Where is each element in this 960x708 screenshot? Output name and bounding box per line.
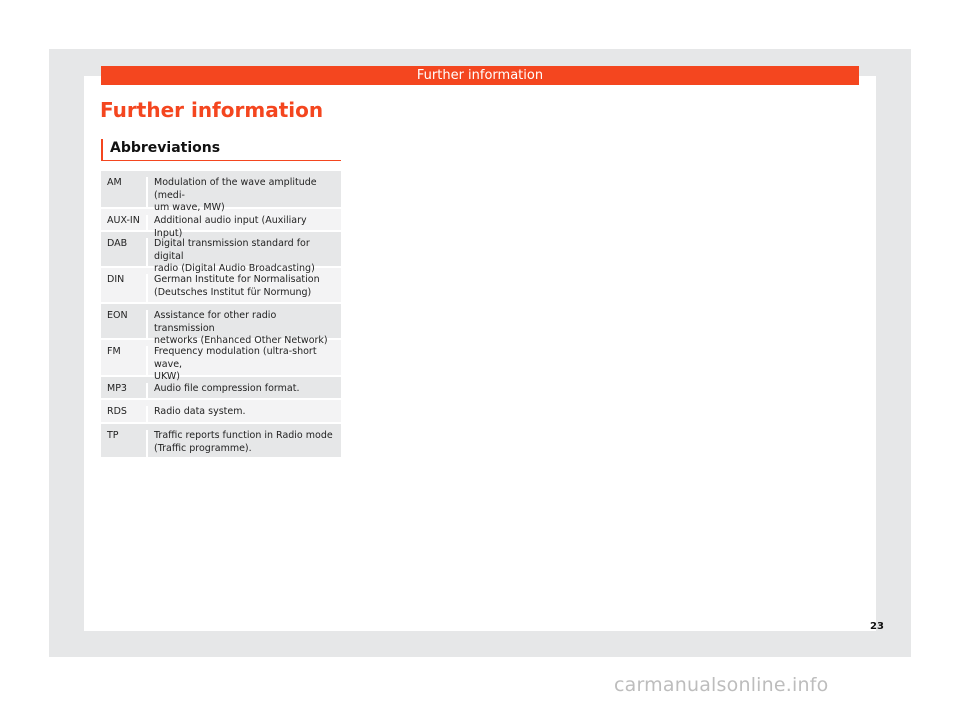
abbreviation-code: MP3: [101, 383, 148, 398]
table-row: [101, 304, 341, 346]
section-heading: [101, 139, 341, 161]
table-row: [101, 424, 341, 459]
chapter-header-bar: Further information: [101, 66, 859, 85]
abbreviation-code: FM: [101, 346, 148, 375]
abbreviation-description: Modulation of the wave amplitude (medi- um wave, MW): [154, 177, 317, 213]
abbreviation-description: Audio file compression format.: [154, 383, 300, 394]
abbreviation-description: Frequency modulation (ultra-short wave, UKW): [154, 346, 317, 382]
table-row: [101, 232, 341, 274]
table-row: [101, 400, 341, 424]
abbreviation-code: DIN: [101, 274, 148, 302]
abbreviation-code: DAB: [101, 238, 148, 266]
abbreviation-description: German Institute for Normalisation (Deutsches Institut für Normung): [154, 274, 320, 298]
table-row: [101, 340, 341, 382]
abbreviation-description: Assistance for other radio transmission networks (Enhanced Other Network): [154, 310, 328, 346]
abbreviation-code: EON: [101, 310, 148, 338]
section-title: Abbreviations: [110, 140, 221, 156]
abbreviation-code: RDS: [101, 406, 148, 422]
page-title: Further information: [100, 98, 324, 122]
page-number: 23: [870, 621, 884, 632]
table-row: [101, 268, 341, 304]
table-row: [101, 171, 341, 213]
abbreviation-description: Additional audio input (Auxiliary Input): [154, 215, 307, 239]
abbreviation-code: AM: [101, 177, 148, 207]
abbreviation-code: AUX-IN: [101, 215, 148, 230]
abbreviation-code: TP: [101, 430, 148, 457]
abbreviations-table: [101, 171, 341, 459]
abbreviation-description: Digital transmission standard for digital radio (Digital Audio Broadcasting): [154, 238, 315, 274]
watermark: carmanualsonline.info: [614, 674, 829, 696]
abbreviation-description: Radio data system.: [154, 406, 246, 417]
abbreviation-description: Traffic reports function in Radio mode (Traffic programme).: [154, 430, 333, 454]
